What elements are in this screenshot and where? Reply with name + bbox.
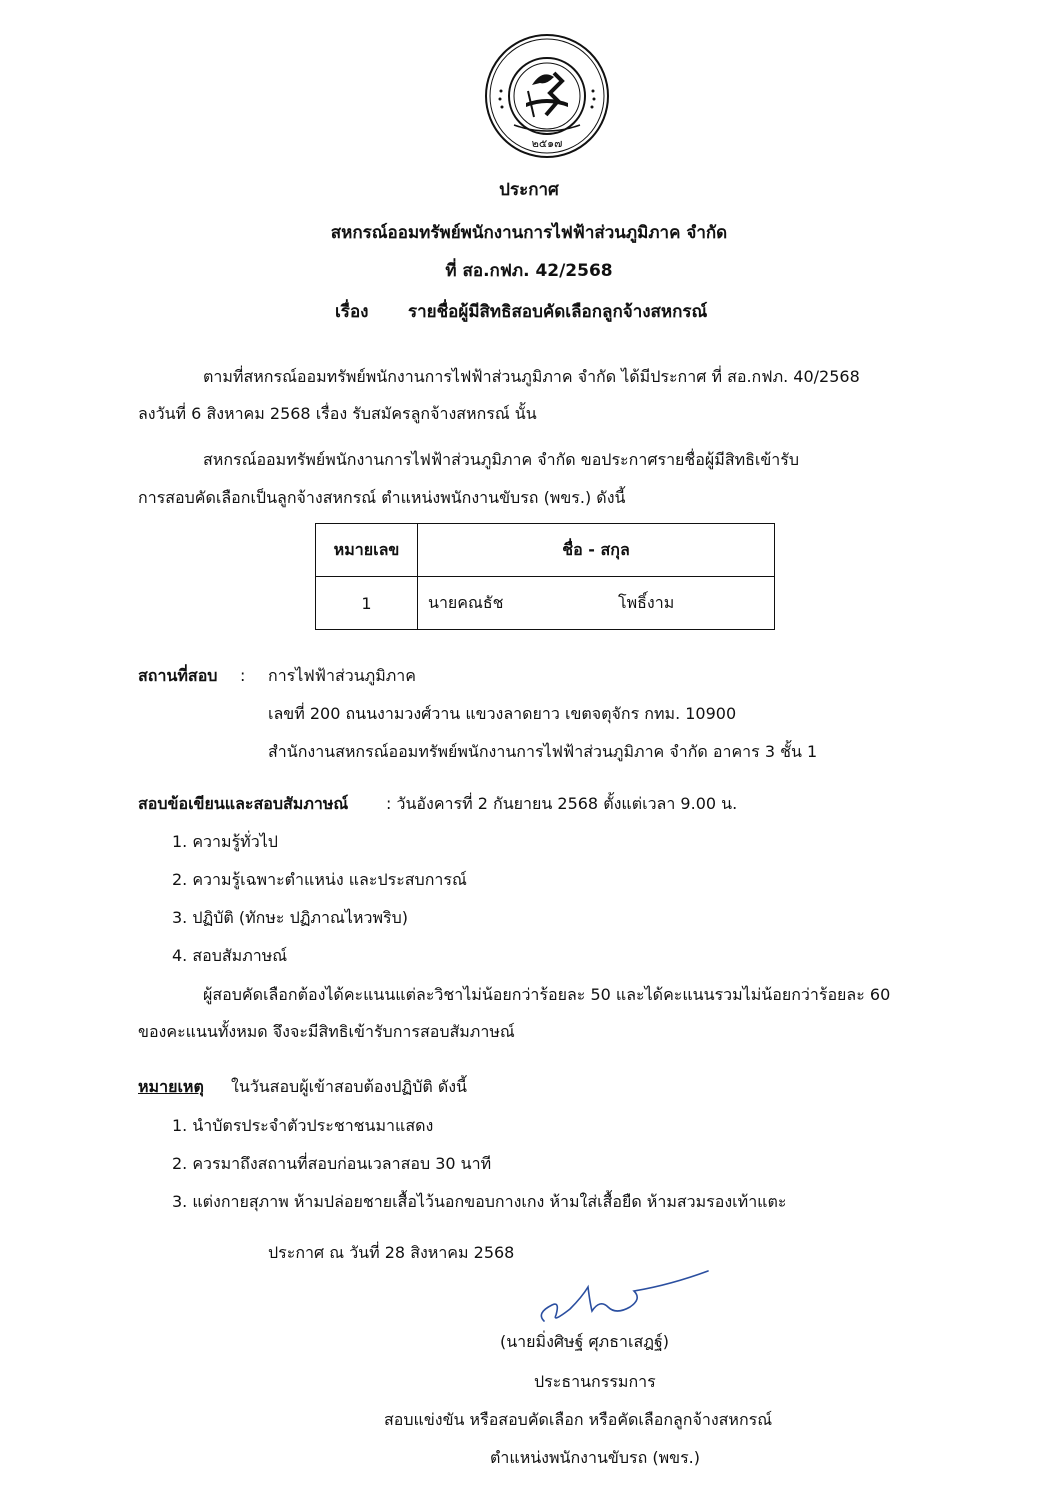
signer-title: ประธานกรรมการ bbox=[534, 1372, 656, 1391]
candidate-name-cell bbox=[418, 577, 775, 630]
paragraph-2-line-2: การสอบคัดเลือกเป็นลูกจ้างสหกรณ์ ตำแหน่งพนักงานขับรถ (พขร.) ดังนี้ bbox=[138, 488, 626, 507]
column-header-number: หมายเลข bbox=[316, 524, 418, 577]
paragraph-1-line-2: ลงวันที่ 6 สิงหาคม 2568 เรื่อง รับสมัครลูกจ้างสหกรณ์ นั้น bbox=[138, 404, 537, 423]
venue-separator: : bbox=[240, 666, 246, 685]
candidate-first-name: นายคณธัช bbox=[428, 592, 504, 612]
paragraph-1-line-1: ตามที่สหกรณ์ออมทรัพย์พนักงานการไฟฟ้าส่วนภูมิภาค จำกัด ได้มีประกาศ ที่ สอ.กฟภ. 40/2568 bbox=[203, 367, 860, 386]
committee-line-2: ตำแหน่งพนักงานขับรถ (พขร.) bbox=[490, 1448, 700, 1467]
criteria-line-1: ผู้สอบคัดเลือกต้องได้คะแนนแต่ละวิชาไม่น้อยกว่าร้อยละ 50 และได้คะแนนรวมไม่น้อยกว่าร้อยละ 60 bbox=[203, 985, 891, 1004]
committee-line-1: สอบแข่งขัน หรือสอบคัดเลือก หรือคัดเลือกลูกจ้างสหกรณ์ bbox=[384, 1410, 773, 1429]
subject-label: เรื่อง bbox=[335, 302, 369, 322]
candidate-last-name: โพธิ์งาม bbox=[618, 592, 675, 612]
signer-name: (นายมิ่งศิษฐ์ ศุภธาเสฎฐ์) bbox=[500, 1332, 670, 1351]
cooperative-seal-logo bbox=[484, 33, 610, 159]
exam-label: สอบข้อเขียนและสอบสัมภาษณ์ bbox=[138, 794, 349, 813]
candidate-table bbox=[315, 523, 775, 630]
venue-line-1: การไฟฟ้าส่วนภูมิภาค bbox=[268, 666, 416, 685]
exam-detail: : วันอังคารที่ 2 กันยายน 2568 ตั้งแต่เวลา 9.00 น. bbox=[386, 794, 738, 813]
subject-text: รายชื่อผู้มีสิทธิสอบคัดเลือกลูกจ้างสหกรณ์ bbox=[408, 302, 708, 322]
announcement-number: ที่ สอ.กฟภ. 42/2568 bbox=[445, 261, 613, 281]
venue-label: สถานที่สอบ bbox=[138, 666, 218, 685]
organization-name: สหกรณ์ออมทรัพย์พนักงานการไฟฟ้าส่วนภูมิภาค จำกัด bbox=[330, 223, 728, 243]
paragraph-2-line-1: สหกรณ์ออมทรัพย์พนักงานการไฟฟ้าส่วนภูมิภาค จำกัด ขอประกาศรายชื่อผู้มีสิทธิเข้ารับ bbox=[203, 450, 800, 469]
announcement-title: ประกาศ bbox=[499, 180, 559, 200]
table-header-row bbox=[316, 524, 775, 577]
exam-item-1: 1. ความรู้ทั่วไป bbox=[172, 832, 278, 851]
table-row bbox=[316, 577, 775, 630]
signature-image bbox=[530, 1263, 720, 1333]
announcement-date: ประกาศ ณ วันที่ 28 สิงหาคม 2568 bbox=[268, 1243, 515, 1262]
remarks-intro: ในวันสอบผู้เข้าสอบต้องปฏิบัติ ดังนี้ bbox=[231, 1077, 467, 1096]
venue-line-3: สำนักงานสหกรณ์ออมทรัพย์พนักงานการไฟฟ้าส่วนภูมิภาค จำกัด อาคาร 3 ชั้น 1 bbox=[268, 742, 818, 761]
exam-item-2: 2. ความรู้เฉพาะตำแหน่ง และประสบการณ์ bbox=[172, 870, 467, 889]
exam-item-4: 4. สอบสัมภาษณ์ bbox=[172, 946, 288, 965]
criteria-line-2: ของคะแนนทั้งหมด จึงจะมีสิทธิเข้ารับการสอบสัมภาษณ์ bbox=[138, 1022, 515, 1041]
remark-item-2: 2. ควรมาถึงสถานที่สอบก่อนเวลาสอบ 30 นาที bbox=[172, 1154, 492, 1173]
venue-line-2: เลขที่ 200 ถนนงามวงศ์วาน แขวงลาดยาว เขตจตุจักร กทม. 10900 bbox=[268, 704, 737, 723]
column-header-name: ชื่อ - สกุล bbox=[418, 524, 775, 577]
exam-item-3: 3. ปฏิบัติ (ทักษะ ปฏิภาณไหวพริบ) bbox=[172, 908, 408, 927]
remarks-label: หมายเหตุ bbox=[138, 1077, 204, 1096]
seal-year: ๒๕๑๗ bbox=[531, 137, 563, 150]
candidate-number: 1 bbox=[316, 577, 418, 630]
remark-item-3: 3. แต่งกายสุภาพ ห้ามปล่อยชายเสื้อไว้นอกขอบกางเกง ห้ามใส่เสื้อยืด ห้ามสวมรองเท้าแตะ bbox=[172, 1192, 787, 1211]
remark-item-1: 1. นำบัตรประจำตัวประชาชนมาแสดง bbox=[172, 1116, 434, 1135]
